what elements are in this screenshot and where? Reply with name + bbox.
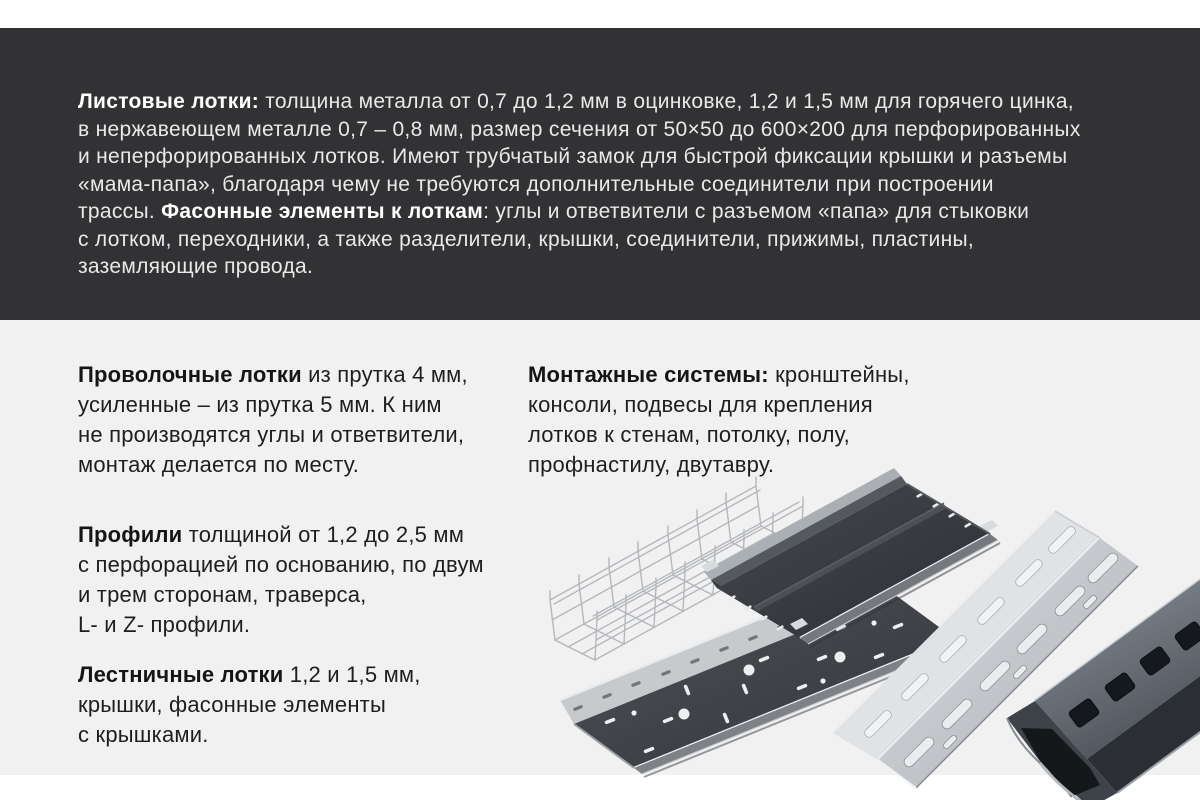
feature-wire-trays <box>78 360 468 480</box>
feature-line: Лестничные лотки 1,2 и 1,5 мм, <box>78 662 421 687</box>
feature-line: с перфорацией по основанию, по двум <box>78 552 484 577</box>
feature-line: L- и Z- профили. <box>78 612 251 637</box>
hero-line: с лотком, переходники, а также разделители, крышки, соединители, прижимы, пластины, <box>78 227 975 251</box>
hero-line: и неперфорированных лотков. Имеют трубчатый замок для быстрой фиксации крышки и разъемы <box>78 145 1068 168</box>
feature-line: профнастилу, двутавру. <box>528 452 775 477</box>
feature-title: Лестничные лотки <box>78 662 284 687</box>
feature-line: лотков к стенам, потолку, полу, <box>528 422 850 447</box>
hero-line: заземляющие провода. <box>78 255 314 278</box>
feature-title: Профили <box>78 522 183 547</box>
feature-title: Проволочные лотки <box>78 362 302 387</box>
feature-mounting-systems <box>528 360 910 480</box>
hero-line: Листовые лотки: толщина металла от 0,7 до 1,2 мм в оцинковке, 1,2 и 1,5 мм для горячего цинка, <box>78 90 1074 113</box>
feature-ladder-trays <box>78 660 421 750</box>
hero-line: в нержавеющем металле 0,7 – 0,8 мм, размер сечения от 50×50 до 600×200 для перфорированных <box>78 117 1081 141</box>
feature-profiles <box>78 520 484 640</box>
feature-line: не производятся углы и ответвители, <box>78 422 465 447</box>
feature-line: Профили толщиной от 1,2 до 2,5 мм <box>78 522 465 547</box>
feature-line: консоли, подвесы для крепления <box>528 392 873 417</box>
hero-line: трассы. Фасонные элементы к лоткам: углы и ответвители с разъемом «папа» для стыковки <box>78 200 1030 223</box>
feature-line: крышки, фасонные элементы <box>78 692 386 717</box>
hero-panel <box>0 28 1200 320</box>
feature-line: Проволочные лотки из прутка 4 мм, <box>78 362 468 387</box>
cable-tray-products-image <box>530 468 1200 800</box>
hero-line: «мама-папа», благодаря чему не требуются дополнительные соединители при построении <box>78 172 994 196</box>
feature-line: монтаж делается по месту. <box>78 452 360 477</box>
feature-line: и трем сторонам, траверса, <box>78 582 367 607</box>
feature-line: усиленные – из прутка 5 мм. К ним <box>78 392 442 417</box>
feature-title: Монтажные системы: <box>528 362 769 387</box>
feature-line: с крышками. <box>78 722 209 747</box>
feature-line: Монтажные системы: кронштейны, <box>528 362 910 387</box>
hero-paragraph <box>78 88 1081 281</box>
